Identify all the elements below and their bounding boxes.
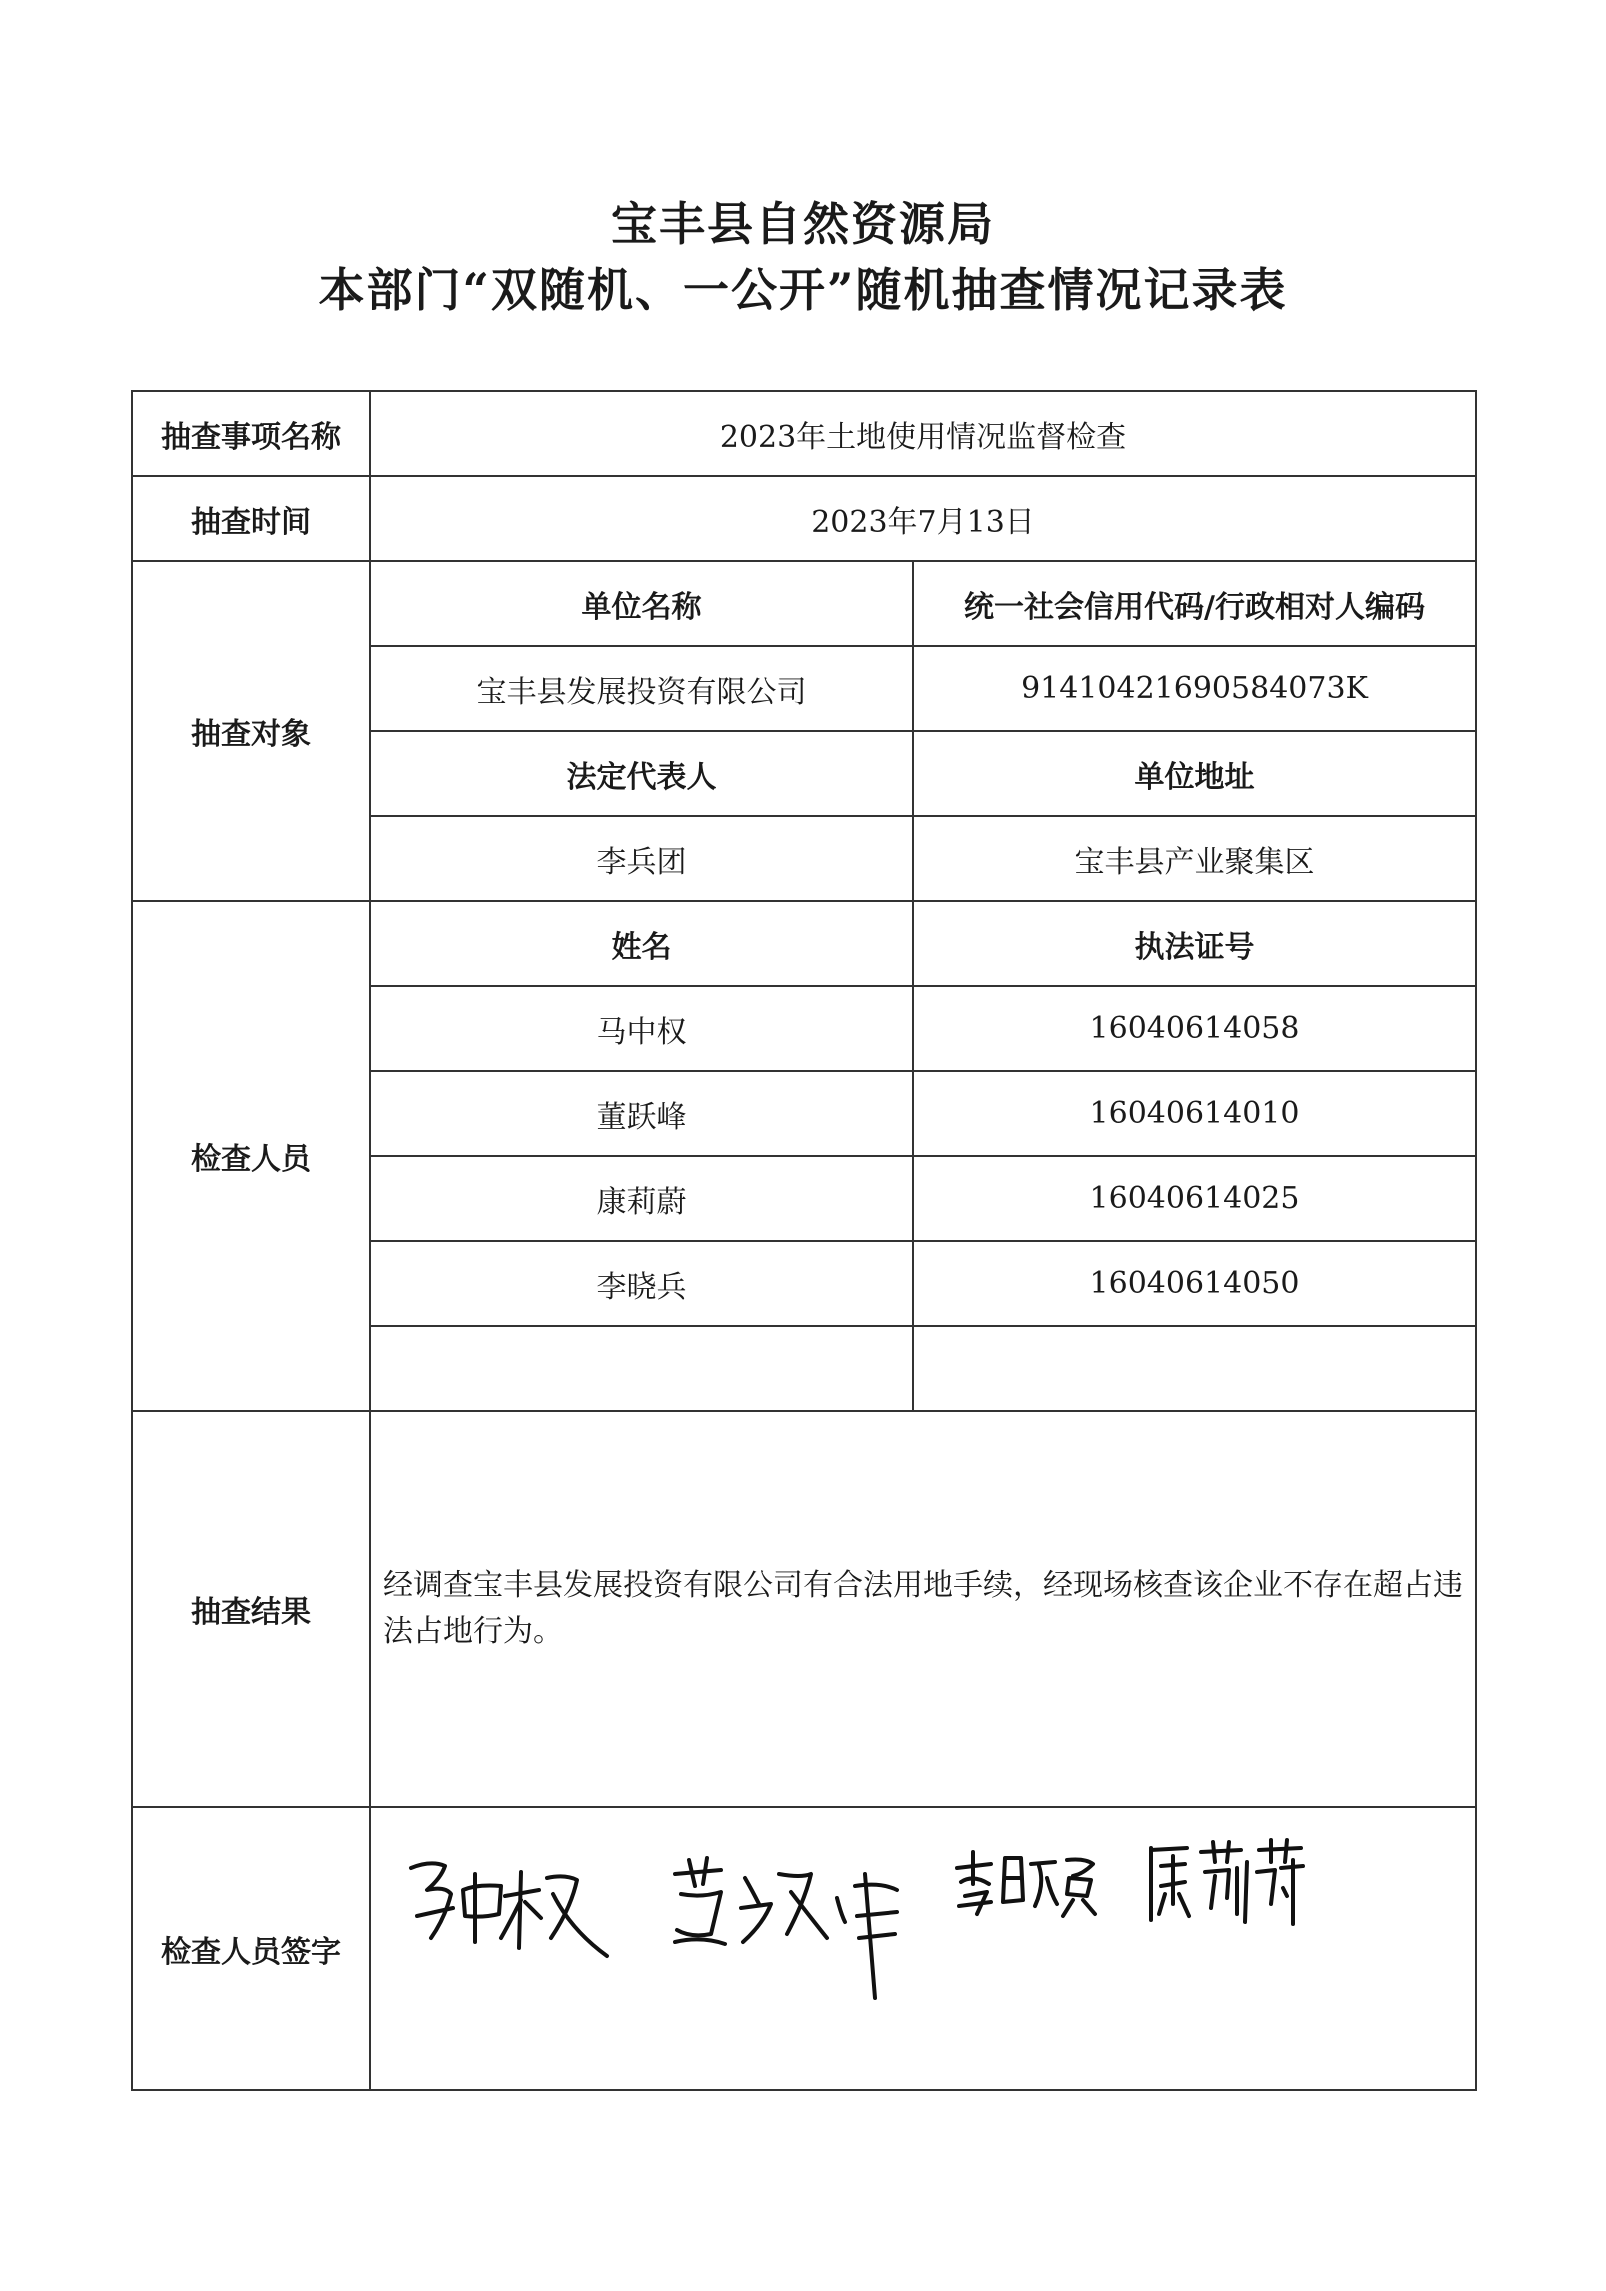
label-target: 抽查对象 [132,561,370,901]
signature-kang-liwei [1141,1832,1311,1932]
org-title: 宝丰县自然资源局 [611,197,995,251]
header-inspector-name: 姓名 [370,901,913,986]
form-title: 本部门“双随机、一公开”随机抽查情况记录表 [318,263,1288,317]
row-item [132,391,1476,476]
label-item: 抽查事项名称 [132,391,370,476]
header-legal-rep: 法定代表人 [370,731,913,816]
inspector-name: 马中权 [370,986,913,1071]
label-signature: 检查人员签字 [132,1807,370,2090]
value-legal-rep: 李兵团 [370,816,913,901]
signature-li-xiaobing [951,1844,1101,1924]
inspector-name: 董跃峰 [370,1071,913,1156]
header-cert-no: 执法证号 [913,901,1476,986]
header-credit-code: 统一社会信用代码/行政相对人编码 [913,561,1476,646]
value-credit-code: 91410421690584073K [913,646,1476,731]
empty-cell [370,1326,913,1411]
inspector-cert: 16040614050 [913,1241,1476,1326]
inspector-cert: 16040614025 [913,1156,1476,1241]
label-time: 抽查时间 [132,476,370,561]
value-item: 2023年土地使用情况监督检查 [370,391,1476,476]
inspector-name: 康莉蔚 [370,1156,913,1241]
header-address: 单位地址 [913,731,1476,816]
row-target-header [132,561,1476,646]
row-signature [132,1807,1476,2090]
inspection-record-table [131,390,1477,2091]
inspector-cert: 16040614058 [913,986,1476,1071]
label-result: 抽查结果 [132,1411,370,1807]
inspector-name: 李晓兵 [370,1241,913,1326]
row-inspector-header [132,901,1476,986]
value-unit-name: 宝丰县发展投资有限公司 [370,646,913,731]
signature-ma-zhongquan [401,1838,621,1978]
inspector-cert: 16040614010 [913,1071,1476,1156]
value-address: 宝丰县产业聚集区 [913,816,1476,901]
row-result [132,1411,1476,1807]
value-result: 经调查宝丰县发展投资有限公司有合法用地手续，经现场核查该企业不存在超占违法占地行为。 [370,1411,1476,1807]
label-inspectors: 检查人员 [132,901,370,1411]
signature-dong-yuefeng [661,1838,911,2008]
signature-area [370,1807,1476,2090]
row-time [132,476,1476,561]
value-time: 2023年7月13日 [370,476,1476,561]
header-unit-name: 单位名称 [370,561,913,646]
empty-cell [913,1326,1476,1411]
